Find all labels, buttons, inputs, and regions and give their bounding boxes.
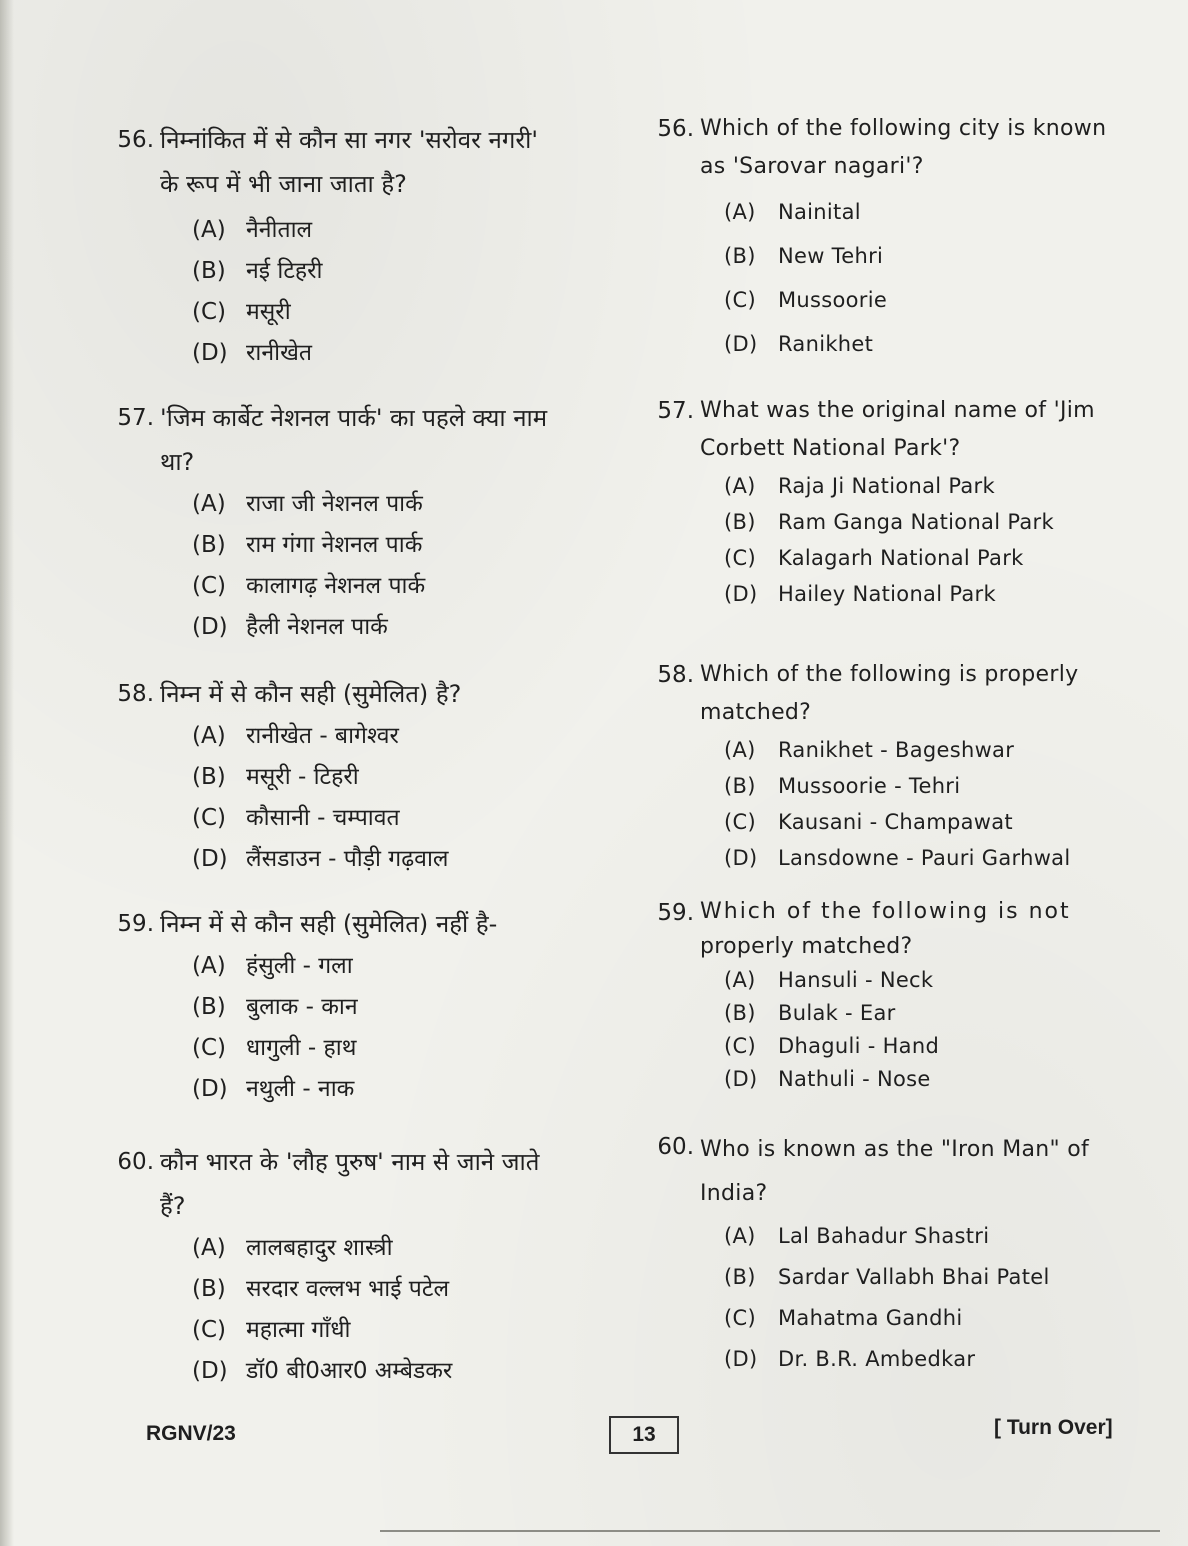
option-text: हैली नेशनल पार्क bbox=[246, 614, 388, 640]
option-letter: (A) bbox=[724, 1224, 756, 1248]
option-letter: (D) bbox=[192, 1076, 228, 1102]
option-text: लालबहादुर शास्त्री bbox=[246, 1235, 393, 1261]
question-number: 60. bbox=[657, 1134, 694, 1160]
option-letter: (A) bbox=[192, 723, 226, 749]
option-text: नई टिहरी bbox=[246, 258, 323, 284]
question-text-line: के रूप में भी जाना जाता है? bbox=[160, 170, 407, 198]
question-text bbox=[160, 118, 620, 206]
option-text: रानीखेत - बागेश्वर bbox=[246, 723, 399, 749]
option-text: नैनीताल bbox=[246, 217, 313, 243]
option-text: धागुली - हाथ bbox=[246, 1035, 357, 1061]
option-letter: (B) bbox=[192, 258, 226, 284]
option-c bbox=[724, 278, 1160, 322]
option-a bbox=[192, 946, 620, 987]
question-text-line: कौन भारत के 'लौह पुरुष' नाम से जाने जाते bbox=[160, 1148, 540, 1176]
option-a bbox=[724, 732, 1160, 768]
option-d bbox=[192, 607, 620, 648]
option-d bbox=[724, 1339, 1160, 1380]
hindi-question-59 bbox=[100, 902, 620, 1110]
option-b bbox=[192, 525, 620, 566]
option-text: Hansuli - Neck bbox=[778, 968, 934, 992]
option-b bbox=[192, 251, 620, 292]
option-text: कौसानी - चम्पावत bbox=[246, 805, 400, 831]
question-line bbox=[100, 396, 620, 484]
option-letter: (C) bbox=[724, 1306, 756, 1330]
option-text: Kausani - Champawat bbox=[778, 810, 1013, 834]
option-a bbox=[724, 964, 1160, 997]
option-letter: (B) bbox=[724, 1265, 756, 1289]
option-text: बुलाक - कान bbox=[246, 994, 358, 1020]
option-c bbox=[724, 1030, 1160, 1063]
option-letter: (B) bbox=[724, 774, 756, 798]
option-c bbox=[724, 804, 1160, 840]
option-text: सरदार वल्लभ भाई पटेल bbox=[246, 1276, 450, 1302]
option-text: Lal Bahadur Shastri bbox=[778, 1224, 990, 1248]
bottom-rule bbox=[380, 1530, 1160, 1532]
option-letter: (A) bbox=[724, 738, 756, 762]
option-letter: (D) bbox=[192, 846, 228, 872]
option-letter: (A) bbox=[724, 200, 756, 224]
option-letter: (A) bbox=[192, 491, 226, 517]
option-text: महात्मा गाँधी bbox=[246, 1317, 351, 1343]
option-letter: (C) bbox=[192, 573, 227, 599]
option-text: Bulak - Ear bbox=[778, 1001, 896, 1025]
question-text bbox=[700, 1128, 1160, 1216]
option-b bbox=[724, 997, 1160, 1030]
option-letter: (B) bbox=[192, 994, 226, 1020]
option-d bbox=[192, 333, 620, 374]
option-text: लैंसडाउन - पौड़ी गढ़वाल bbox=[246, 846, 449, 872]
question-text-line: as 'Sarovar nagari'? bbox=[700, 154, 924, 179]
option-text: Nainital bbox=[778, 200, 861, 224]
option-a bbox=[724, 190, 1160, 234]
hindi-question-57 bbox=[100, 396, 620, 648]
option-text: Dr. B.R. Ambedkar bbox=[778, 1347, 976, 1371]
question-line bbox=[640, 656, 1160, 732]
english-column bbox=[640, 0, 1160, 1546]
option-letter: (C) bbox=[724, 288, 756, 312]
question-number: 58. bbox=[657, 662, 694, 688]
option-text: Ranikhet bbox=[778, 332, 874, 356]
option-d bbox=[724, 322, 1160, 366]
question-text-line: Which of the following city is known bbox=[700, 116, 1107, 141]
question-number: 59. bbox=[657, 900, 694, 926]
hindi-question-60 bbox=[100, 1140, 620, 1392]
option-letter: (A) bbox=[724, 968, 756, 992]
question-line bbox=[100, 1140, 620, 1228]
option-letter: (A) bbox=[192, 1235, 226, 1261]
option-b bbox=[724, 768, 1160, 804]
question-text-line: Which of the following is not bbox=[700, 899, 1071, 924]
english-question-60 bbox=[640, 1128, 1160, 1380]
question-text-line: निम्न में से कौन सही (सुमेलित) नहीं है- bbox=[160, 910, 498, 938]
option-text: Mussoorie bbox=[778, 288, 888, 312]
question-text-line: Corbett National Park'? bbox=[700, 436, 961, 461]
option-c bbox=[192, 1310, 620, 1351]
option-text: Sardar Vallabh Bhai Patel bbox=[778, 1265, 1050, 1289]
option-d bbox=[724, 576, 1160, 612]
option-letter: (D) bbox=[724, 1067, 758, 1091]
question-line bbox=[640, 894, 1160, 964]
option-letter: (C) bbox=[192, 1317, 227, 1343]
question-text bbox=[160, 672, 620, 716]
question-text bbox=[700, 110, 1160, 186]
option-d bbox=[724, 1063, 1160, 1096]
option-text: राम गंगा नेशनल पार्क bbox=[246, 532, 423, 558]
english-question-59 bbox=[640, 894, 1160, 1096]
option-b bbox=[192, 757, 620, 798]
option-text: मसूरी bbox=[246, 299, 291, 325]
option-letter: (D) bbox=[724, 582, 758, 606]
question-line bbox=[100, 118, 620, 206]
option-c bbox=[192, 798, 620, 839]
option-text: New Tehri bbox=[778, 244, 884, 268]
option-c bbox=[192, 1028, 620, 1069]
question-number: 57. bbox=[657, 398, 694, 424]
option-b bbox=[724, 504, 1160, 540]
option-text: Lansdowne - Pauri Garhwal bbox=[778, 846, 1071, 870]
question-text-line: Which of the following is properly bbox=[700, 662, 1079, 687]
option-text: Ram Ganga National Park bbox=[778, 510, 1054, 534]
option-letter: (B) bbox=[192, 532, 226, 558]
option-letter: (C) bbox=[192, 299, 227, 325]
option-d bbox=[724, 840, 1160, 876]
option-text: मसूरी - टिहरी bbox=[246, 764, 359, 790]
option-text: हंसुली - गला bbox=[246, 953, 353, 979]
option-c bbox=[724, 540, 1160, 576]
question-text bbox=[700, 392, 1160, 468]
question-text bbox=[160, 902, 620, 946]
question-text-line: Who is known as the "Iron Man" of bbox=[700, 1137, 1090, 1162]
question-number: 59. bbox=[117, 911, 154, 937]
option-a bbox=[192, 716, 620, 757]
option-text: डॉ0 बी0आर0 अम्बेडकर bbox=[246, 1358, 453, 1384]
question-text bbox=[160, 1140, 620, 1228]
option-b bbox=[192, 1269, 620, 1310]
option-letter: (D) bbox=[192, 1358, 228, 1384]
question-number: 56. bbox=[117, 127, 154, 153]
question-number: 58. bbox=[117, 681, 154, 707]
question-number: 60. bbox=[117, 1149, 154, 1175]
option-letter: (C) bbox=[724, 810, 756, 834]
option-text: Mahatma Gandhi bbox=[778, 1306, 963, 1330]
option-a bbox=[724, 1216, 1160, 1257]
option-a bbox=[192, 484, 620, 525]
option-c bbox=[192, 292, 620, 333]
question-line bbox=[640, 392, 1160, 468]
question-text-line: निम्नांकित में से कौन सा नगर 'सरोवर नगरी' bbox=[160, 126, 538, 154]
option-letter: (C) bbox=[192, 1035, 227, 1061]
option-letter: (A) bbox=[192, 953, 226, 979]
option-letter: (D) bbox=[724, 332, 758, 356]
question-line bbox=[640, 1128, 1160, 1216]
question-line bbox=[640, 110, 1160, 186]
option-letter: (C) bbox=[724, 546, 756, 570]
option-b bbox=[724, 1257, 1160, 1298]
option-letter: (D) bbox=[724, 846, 758, 870]
question-line bbox=[100, 672, 620, 716]
option-letter: (B) bbox=[192, 764, 226, 790]
question-number: 56. bbox=[657, 116, 694, 142]
page-number: 13 bbox=[609, 1416, 679, 1454]
option-letter: (D) bbox=[192, 340, 228, 366]
question-number: 57. bbox=[117, 405, 154, 431]
option-a bbox=[192, 1228, 620, 1269]
option-text: कालागढ़ नेशनल पार्क bbox=[246, 573, 426, 599]
option-letter: (D) bbox=[192, 614, 228, 640]
option-text: रानीखेत bbox=[246, 340, 313, 366]
paper-code: RGNV/23 bbox=[146, 1422, 236, 1445]
question-text-line: India? bbox=[700, 1181, 768, 1206]
option-letter: (C) bbox=[192, 805, 227, 831]
scan-edge-shadow bbox=[0, 0, 14, 1546]
english-question-58 bbox=[640, 656, 1160, 876]
option-text: Mussoorie - Tehri bbox=[778, 774, 961, 798]
option-letter: (B) bbox=[724, 510, 756, 534]
option-letter: (D) bbox=[724, 1347, 758, 1371]
option-d bbox=[192, 839, 620, 880]
question-text bbox=[700, 894, 1160, 964]
option-text: राजा जी नेशनल पार्क bbox=[246, 491, 423, 517]
question-text-line: matched? bbox=[700, 700, 812, 725]
option-text: Kalagarh National Park bbox=[778, 546, 1024, 570]
english-question-56 bbox=[640, 110, 1160, 366]
option-text: Dhaguli - Hand bbox=[778, 1034, 940, 1058]
option-c bbox=[192, 566, 620, 607]
hindi-column bbox=[100, 0, 620, 1546]
question-line bbox=[100, 902, 620, 946]
option-letter: (B) bbox=[724, 1001, 756, 1025]
option-d bbox=[192, 1069, 620, 1110]
question-text bbox=[700, 656, 1160, 732]
option-letter: (A) bbox=[192, 217, 226, 243]
option-text: नथुली - नाक bbox=[246, 1076, 355, 1102]
hindi-question-56 bbox=[100, 118, 620, 374]
english-question-57 bbox=[640, 392, 1160, 612]
option-b bbox=[724, 234, 1160, 278]
question-text-line: हैं? bbox=[160, 1192, 186, 1220]
question-text bbox=[160, 396, 620, 484]
question-text-line: निम्न में से कौन सही (सुमेलित) है? bbox=[160, 680, 462, 708]
option-letter: (B) bbox=[724, 244, 756, 268]
option-text: Ranikhet - Bageshwar bbox=[778, 738, 1015, 762]
option-letter: (A) bbox=[724, 474, 756, 498]
question-text-line: properly matched? bbox=[700, 934, 913, 959]
option-a bbox=[724, 468, 1160, 504]
option-d bbox=[192, 1351, 620, 1392]
option-c bbox=[724, 1298, 1160, 1339]
option-b bbox=[192, 987, 620, 1028]
option-text: Nathuli - Nose bbox=[778, 1067, 931, 1091]
question-text-line: What was the original name of 'Jim bbox=[700, 398, 1095, 423]
turn-over-label: [ Turn Over] bbox=[994, 1416, 1113, 1439]
question-text-line: था? bbox=[160, 448, 195, 476]
option-letter: (B) bbox=[192, 1276, 226, 1302]
option-a bbox=[192, 210, 620, 251]
hindi-question-58 bbox=[100, 672, 620, 880]
option-letter: (C) bbox=[724, 1034, 756, 1058]
question-text-line: 'जिम कार्बेट नेशनल पार्क' का पहले क्या नाम bbox=[160, 404, 548, 432]
option-text: Hailey National Park bbox=[778, 582, 996, 606]
option-text: Raja Ji National Park bbox=[778, 474, 995, 498]
